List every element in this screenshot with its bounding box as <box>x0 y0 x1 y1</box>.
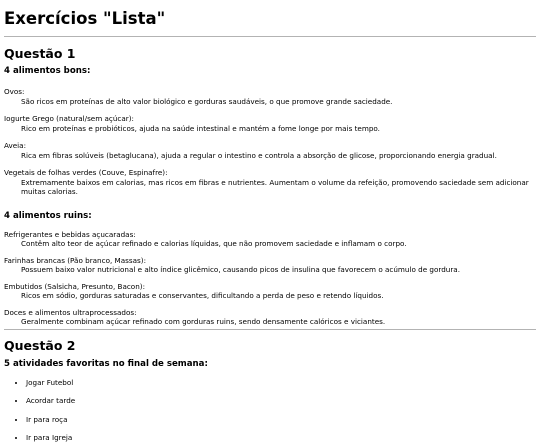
bad-food-item <box>4 256 536 275</box>
question-1-heading: Questão 1 <box>4 46 76 61</box>
food-description: São ricos em proteínas de alto valor biológico e gorduras saudáveis, o que promove grande saciedade. <box>21 96 393 106</box>
page-title: Exercícios "Lista" <box>4 9 166 28</box>
bad-food-item <box>4 230 536 249</box>
good-food-item <box>4 87 536 106</box>
food-description: Ricos em sódio, gorduras saturadas e conservantes, dificultando a perda de peso e retendo líquidos. <box>21 291 384 300</box>
food-name: Vegetais de folhas verdes (Couve, Espinafre): <box>4 168 168 177</box>
bad-food-item <box>4 308 536 327</box>
list-item: • Acordar tarde <box>26 396 536 406</box>
bad-foods-list <box>4 230 536 327</box>
list-item: • Ir para roça <box>26 415 536 425</box>
list-item: • Ir para Igreja <box>26 433 536 443</box>
good-foods-heading: 4 alimentos bons: <box>4 66 91 76</box>
good-food-item <box>4 141 536 160</box>
food-description: Rica em fibras solúveis (betaglucana), ajuda a regular o intestino e controla a absorção de glicose, proporcionando energia gradual. <box>21 150 497 160</box>
good-foods-list <box>4 87 536 197</box>
bad-food-item <box>4 282 536 301</box>
good-food-item <box>4 168 536 197</box>
bad-foods-heading: 4 alimentos ruins: <box>4 210 92 221</box>
food-name: Doces e alimentos ultraprocessados: <box>4 307 137 317</box>
food-description: Geralmente combinam açúcar refinado com gorduras ruins, sendo densamente calóricos e viciantes. <box>21 317 386 326</box>
list-item: • Jogar Futebol <box>26 378 536 388</box>
food-description: Rico em proteínas e probióticos, ajuda na saúde intestinal e mantém a fome longe por mais tempo. <box>21 123 380 133</box>
food-name: Ovos: <box>4 87 25 96</box>
section-divider <box>4 329 536 330</box>
food-name: Iogurte Grego (natural/sem açúcar): <box>4 114 134 123</box>
question-2-heading: Questão 2 <box>4 337 76 353</box>
food-description: Possuem baixo valor nutricional e alto índice glicêmico, causando picos de insulina que favorecem o acúmulo de gordura. <box>21 265 460 274</box>
food-description: Extremamente baixos em calorias, mas ricos em fibras e nutrientes. Aumentam o volume da refeição, promovendo saciedade sem adicionar muitas calorias. <box>21 177 529 196</box>
good-food-item <box>4 114 536 133</box>
food-name: Aveia: <box>4 141 26 150</box>
food-name: Farinhas brancas (Pão branco, Massas): <box>4 255 147 265</box>
food-name: Refrigerantes e bebidas açucaradas: <box>4 229 136 239</box>
food-name: Embutidos (Salsicha, Presunto, Bacon): <box>4 281 145 291</box>
title-divider <box>4 36 536 37</box>
food-description: Contêm alto teor de açúcar refinado e calorias líquidas, que não promovem saciedade e inflamam o corpo. <box>21 239 407 248</box>
activities-list <box>4 378 536 443</box>
activities-heading: 5 atividades favoritas no final de semana: <box>4 358 208 369</box>
